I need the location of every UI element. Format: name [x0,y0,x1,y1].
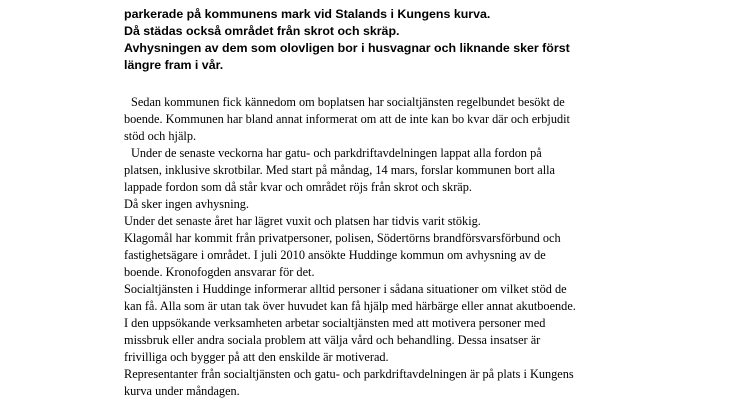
body-line-16: frivilliga och bygger på att den enskilde är motiverad. [124,350,389,364]
body-line-3: stöd och hjälp. [124,129,197,143]
body-line-6: lappade fordon som då står kvar och området röjs från skrot och skräp. [124,180,472,194]
body-line-1: Sedan kommunen fick kännedom om boplatsen har socialtjänsten regelbundet besökt de [131,95,565,109]
lead-line-3: Avhysningen av dem som olovligen bor i husvagnar och liknande sker först [124,41,570,55]
lead-line-1: parkerade på kommunens mark vid Stalands i Kungens kurva. [124,7,491,21]
body-line-10: fastighetsägare i området. I juli 2010 ansökte Huddinge kommun om avhysning av de [124,248,546,262]
lead-line-2: Då städas också området från skrot och skräp. [124,24,400,38]
lead-line-4: längre fram i vår. [124,58,224,72]
body-line-14: I den uppsökande verksamheten arbetar socialtjänsten med att motivera personer med [124,316,546,330]
body-line-7: Då sker ingen avhysning. [124,197,249,211]
body-line-15: missbruk eller andra sociala problem att välja vård och behandling. Dessa insatser är [124,333,541,347]
body-line-2: boende. Kommunen har bland annat informerat om att de inte kan bo kvar där och erbjudit [124,112,570,126]
body-line-17: Representanter från socialtjänsten och gatu- och parkdriftavdelningen är på plats i Kungens [124,367,574,381]
body-line-11: boende. Kronofogden ansvarar för det. [124,265,315,279]
body-line-9: Klagomål har kommit från privatpersoner, polisen, Södertörns brandförsvarsförbund och [124,231,561,245]
body-line-5: platsen, inklusive skrotbilar. Med start på måndag, 14 mars, forslar kommunen bort alla [124,163,555,177]
body-line-13: kan få. Alla som är utan tak över huvudet kan få hjälp med härbärge eller annat akutboende. [124,299,576,313]
body-line-12: Socialtjänsten i Huddinge informerar alltid personer i sådana situationer om vilket stöd de [124,282,567,296]
body-line-18: kurva under måndagen. [124,384,240,398]
body-line-8: Under det senaste året har lägret vuxit och platsen har tidvis varit stökig. [124,214,481,228]
body-line-4: Under de senaste veckorna har gatu- och parkdriftavdelningen lappat alla fordon på [131,146,542,160]
